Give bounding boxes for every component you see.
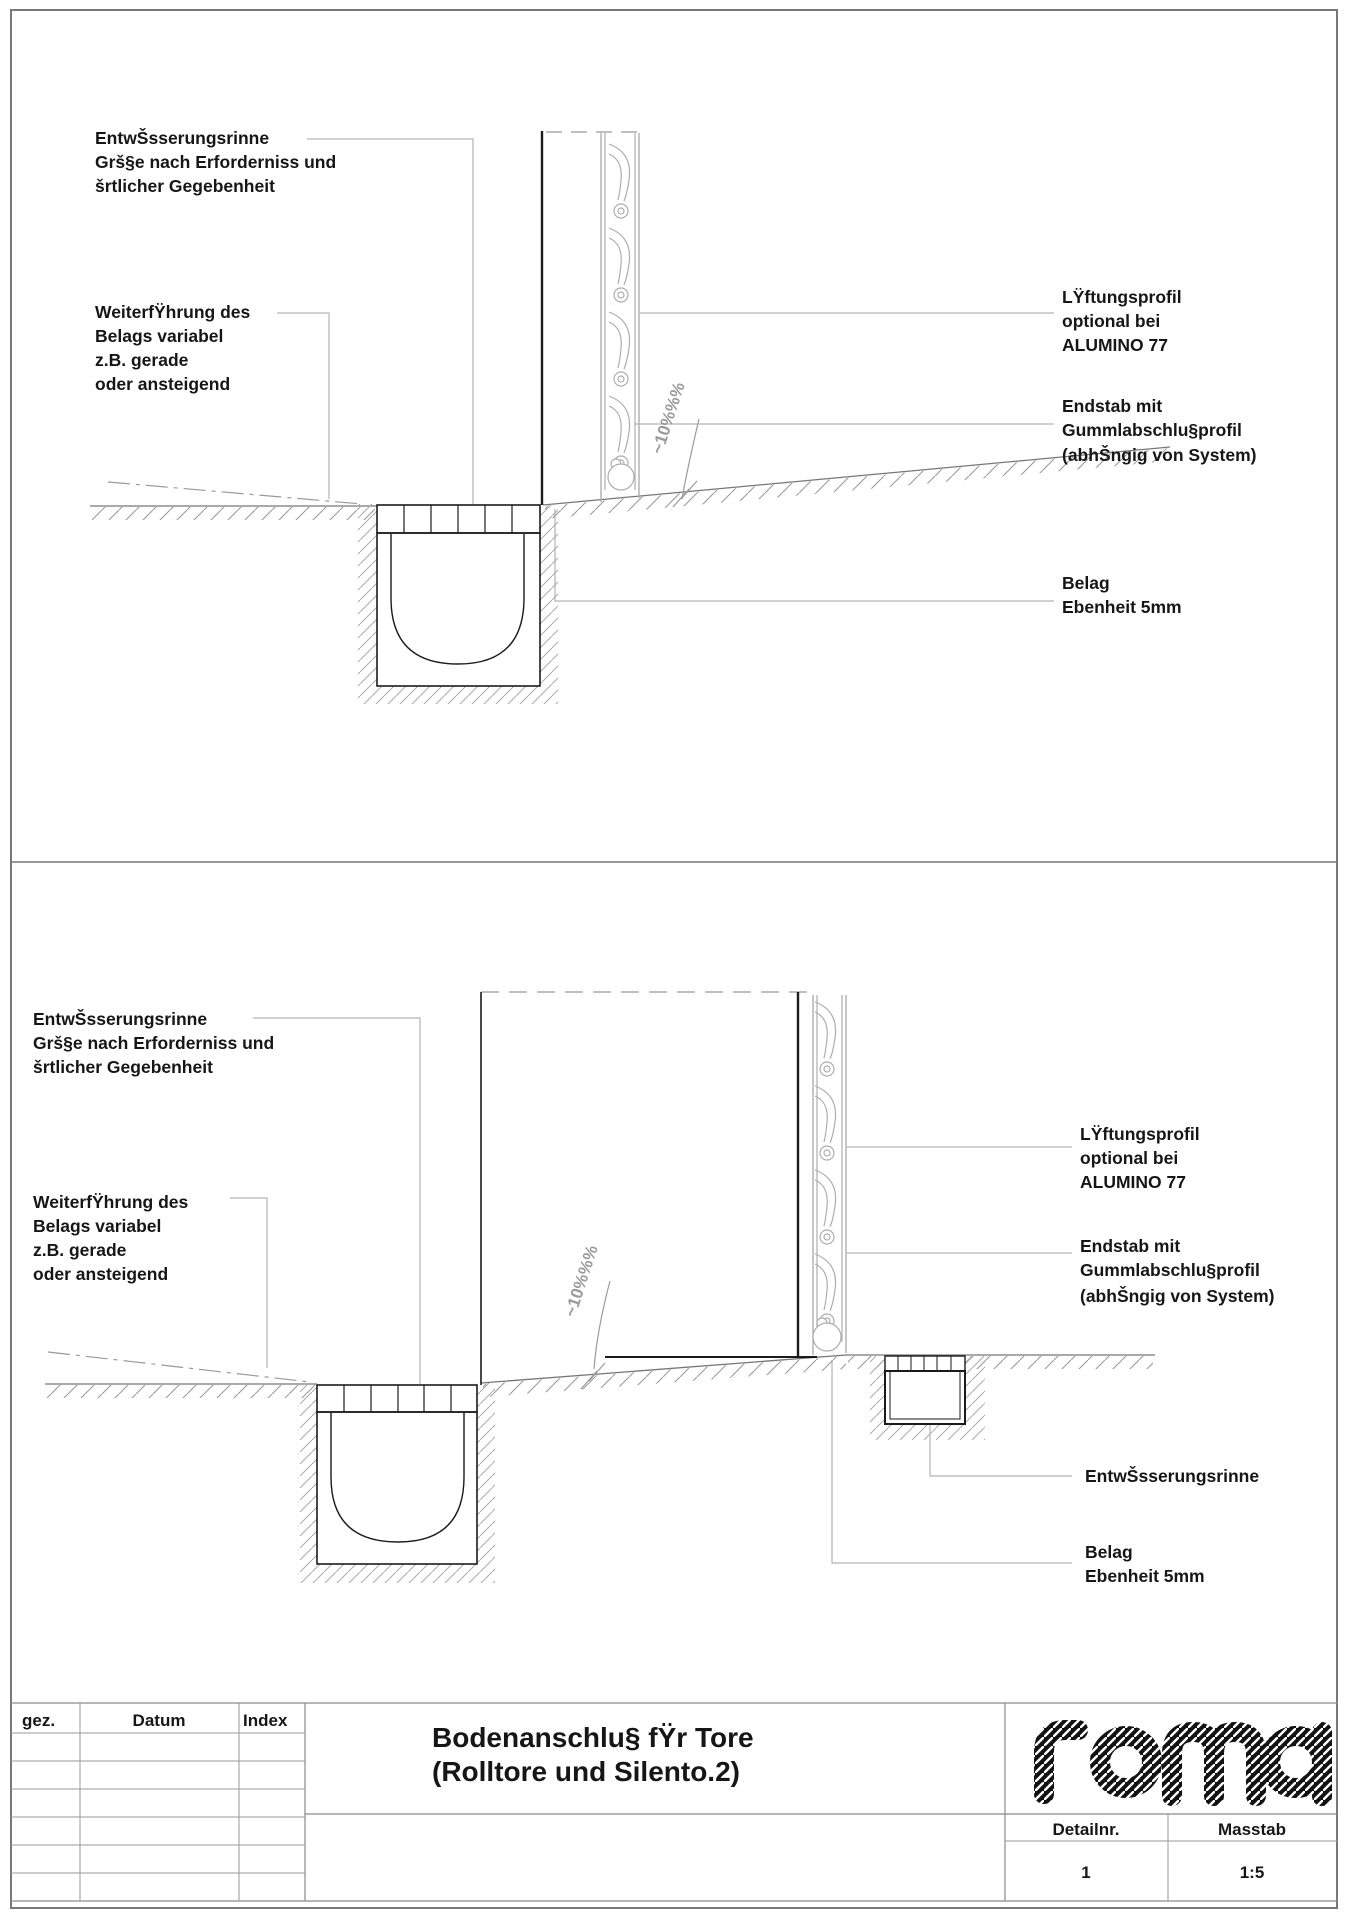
belag-variable-dashline bbox=[108, 482, 362, 504]
label-ventilation-2: optional bei bbox=[1080, 1148, 1179, 1168]
slope-annotation bbox=[561, 1243, 610, 1389]
label-continuation-3: z.B. gerade bbox=[95, 350, 189, 370]
label-drain-2: Grš§e nach Erforderniss und bbox=[33, 1033, 275, 1053]
logo-letter-o bbox=[1100, 1736, 1152, 1788]
roller-shutter-profile bbox=[813, 995, 846, 1355]
bottom-detail-drawing bbox=[33, 992, 1274, 1586]
label-drain-3: šrtlicher Gegebenheit bbox=[33, 1057, 213, 1077]
drain2-body-fill bbox=[885, 1356, 965, 1424]
label-endstab-2: Gummlabschlu§profil bbox=[1062, 420, 1242, 440]
slope-label: ~10%%% bbox=[647, 379, 689, 457]
ground-hatch-left bbox=[47, 1385, 315, 1398]
label-belag-2: Ebenheit 5mm bbox=[1062, 597, 1182, 617]
roller-shutter-profile bbox=[601, 133, 639, 502]
revision-rows bbox=[11, 1733, 305, 1873]
slope-label: ~10%%% bbox=[560, 1242, 602, 1320]
ground-hatch-slope bbox=[483, 1356, 846, 1397]
label-ventilation-3: ALUMINO 77 bbox=[1062, 335, 1168, 355]
top-detail-drawing bbox=[90, 127, 1256, 704]
sheet-title-line2: (Rolltore und Silento.2) bbox=[432, 1756, 740, 1787]
label-continuation-3: z.B. gerade bbox=[33, 1240, 127, 1260]
label-drain-1: EntwŠsserungsrinne bbox=[33, 1009, 208, 1029]
label-ventilation-1: LŸftungsprofil bbox=[1080, 1124, 1200, 1144]
label-belag-2: Ebenheit 5mm bbox=[1085, 1566, 1205, 1586]
endstab-rubber-profile bbox=[813, 1323, 841, 1351]
label-endstab-3: (abhŠngig von System) bbox=[1080, 1286, 1275, 1306]
label-continuation-4: oder ansteigend bbox=[95, 374, 231, 394]
leader-drain bbox=[253, 1018, 420, 1384]
endstab-rubber-profile bbox=[608, 464, 634, 490]
ground-hatch-left bbox=[92, 507, 375, 520]
rev-header-index: Index bbox=[243, 1711, 288, 1730]
leader-belag bbox=[555, 509, 1054, 601]
label-continuation-2: Belags variabel bbox=[95, 326, 224, 346]
label-continuation-1: WeiterfŸhrung des bbox=[33, 1192, 189, 1212]
slope-annotation bbox=[648, 380, 699, 507]
logo-letter-r bbox=[1044, 1730, 1078, 1794]
label-drain-1: EntwŠsserungsrinne bbox=[95, 128, 270, 148]
roma-logo bbox=[1044, 1730, 1322, 1796]
leader-continuation bbox=[277, 313, 329, 499]
label-continuation-4: oder ansteigend bbox=[33, 1264, 169, 1284]
label-belag-1: Belag bbox=[1062, 573, 1110, 593]
label-ventilation-1: LŸftungsprofil bbox=[1062, 287, 1182, 307]
bottom-labels bbox=[33, 1008, 1274, 1586]
label-drain-2: Grš§e nach Erforderniss und bbox=[95, 152, 337, 172]
top-labels bbox=[95, 127, 1256, 617]
logo-letter-m bbox=[1172, 1732, 1256, 1796]
label-drain-3: šrtlicher Gegebenheit bbox=[95, 176, 275, 196]
label-belag-1: Belag bbox=[1085, 1542, 1133, 1562]
label-continuation-2: Belags variabel bbox=[33, 1216, 162, 1236]
masstab-value: 1:5 bbox=[1239, 1863, 1265, 1882]
masstab-label: Masstab bbox=[1217, 1820, 1287, 1839]
label-ventilation-3: ALUMINO 77 bbox=[1080, 1172, 1186, 1192]
label-endstab-3: (abhŠngig von System) bbox=[1062, 445, 1257, 465]
label-continuation-1: WeiterfŸhrung des bbox=[95, 302, 251, 322]
label-endstab-1: Endstab mit bbox=[1062, 396, 1163, 416]
label-endstab-2: Gummlabschlu§profil bbox=[1080, 1260, 1260, 1280]
label-endstab-1: Endstab mit bbox=[1080, 1236, 1181, 1256]
sheet-title-line1: Bodenanschlu§ fŸr Tore bbox=[432, 1722, 754, 1753]
label-drain2: EntwŠsserungsrinne bbox=[1085, 1466, 1260, 1486]
rev-header-datum: Datum bbox=[132, 1711, 186, 1730]
belag-variable-dashline bbox=[48, 1352, 310, 1382]
label-ventilation-2: optional bei bbox=[1062, 311, 1161, 331]
detailnr-value: 1 bbox=[1081, 1863, 1091, 1882]
rev-header-gez: gez. bbox=[22, 1711, 56, 1730]
title-block bbox=[11, 1703, 1337, 1901]
detailnr-label: Detailnr. bbox=[1052, 1820, 1120, 1839]
leader-continuation bbox=[230, 1198, 267, 1368]
leader-drain bbox=[307, 139, 473, 504]
